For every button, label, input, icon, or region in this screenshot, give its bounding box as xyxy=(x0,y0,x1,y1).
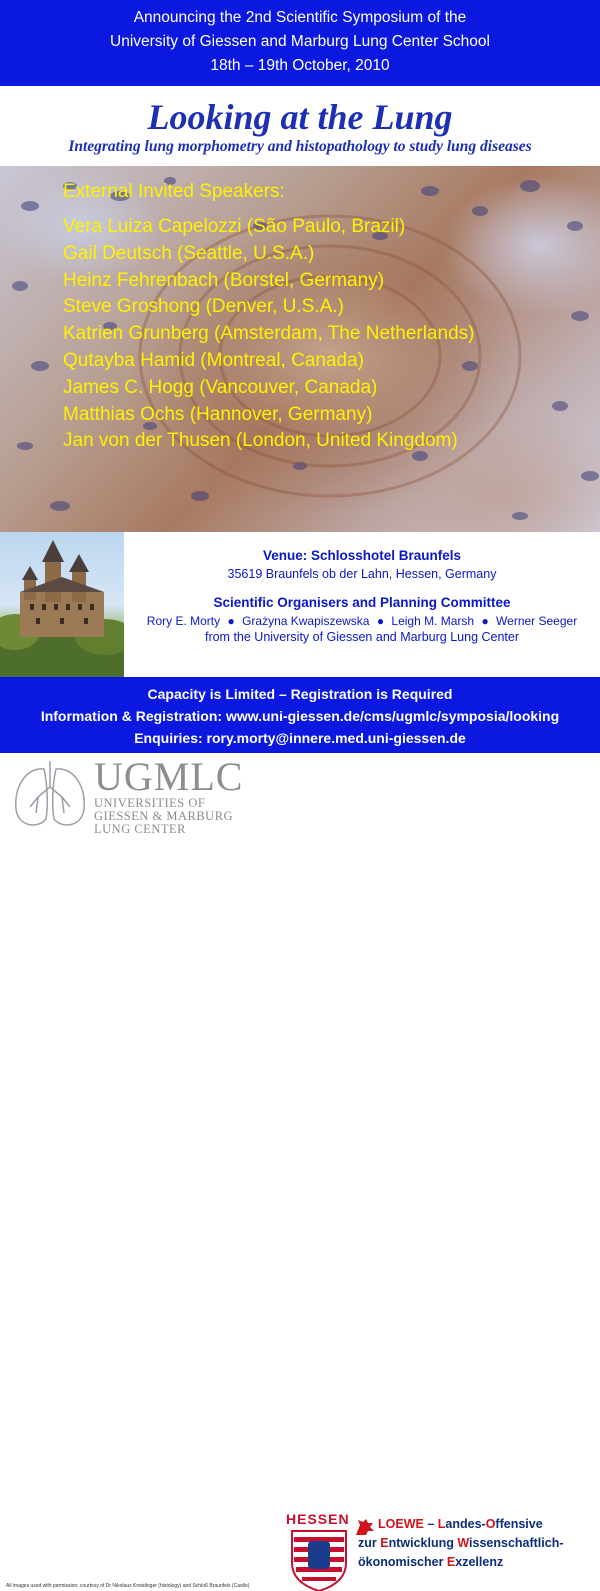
histology-background xyxy=(0,166,600,532)
announcement-line-1: Announcing the 2nd Scientific Symposium of the xyxy=(133,9,467,26)
capacity-notice: Capacity is Limited – Registration is Required xyxy=(147,686,453,702)
hessen-crest-icon xyxy=(286,1529,352,1591)
loewe-line-1 xyxy=(358,1515,564,1534)
announcement-line-2: University of Giessen and Marburg Lung Center School xyxy=(110,33,490,50)
ugmlc-line-2: GIESSEN & MARBURG xyxy=(94,809,234,823)
loewe-initial: E xyxy=(380,1536,389,1550)
castle-photo xyxy=(0,532,124,677)
ugmlc-line-3: LUNG CENTER xyxy=(94,822,186,836)
registration-banner xyxy=(0,677,600,753)
venue-section xyxy=(124,532,600,677)
organisers-title: Scientific Organisers and Planning Committee xyxy=(213,595,511,610)
ugmlc-acronym: UGMLC xyxy=(94,754,244,799)
page-title: Looking at the Lung xyxy=(147,97,453,137)
ugmlc-logo xyxy=(8,754,270,836)
organiser-name: Werner Seeger xyxy=(496,614,578,628)
speaker-item: Steve Groshong (Denver, U.S.A.) xyxy=(63,296,344,318)
ugmlc-line-1: UNIVERSITIES OF xyxy=(94,796,206,810)
enquiries-info: Enquiries: rory.morty@innere.med.uni-giessen.de xyxy=(134,730,466,746)
loewe-initial: O xyxy=(485,1517,496,1531)
ugmlc-wordmark xyxy=(94,754,244,836)
speaker-item: Vera Luiza Capelozzi (São Paulo, Brazil) xyxy=(63,216,406,237)
loewe-logo xyxy=(358,1515,564,1572)
loewe-text: issenschaftlich- xyxy=(469,1536,564,1550)
loewe-line-3 xyxy=(358,1553,564,1572)
organiser-name: Grażyna Kwapiszewska xyxy=(242,614,370,628)
speakers-heading: External Invited Speakers: xyxy=(63,181,285,202)
hessen-wordmark: HESSEN xyxy=(286,1511,350,1527)
lion-icon xyxy=(354,1517,376,1537)
title-block xyxy=(0,86,600,166)
organiser-name: Rory E. Morty xyxy=(146,614,221,628)
lungs-icon xyxy=(8,757,92,833)
loewe-word: LOEWE xyxy=(378,1517,424,1531)
venue-address: 35619 Braunfels ob der Lahn, Hessen, Germany xyxy=(227,567,497,581)
top-banner xyxy=(0,0,600,86)
logo-footer xyxy=(0,753,600,1589)
loewe-initial: E xyxy=(446,1555,456,1569)
image-credit: All images used with permission: courtesy of Dr Nikolaus Kneidinger (histology) and Schloß Braunfels (Castle) xyxy=(6,1583,250,1589)
speaker-item: James C. Hogg (Vancouver, Canada) xyxy=(63,376,378,398)
speaker-item: Matthias Ochs (Hannover, Germany) xyxy=(63,403,373,425)
loewe-text: ffensive xyxy=(495,1517,543,1531)
hessen-logo xyxy=(286,1511,356,1591)
announcement-date: 18th – 19th October, 2010 xyxy=(210,57,390,74)
speaker-item: Heinz Fehrenbach (Borstel, Germany) xyxy=(63,269,385,291)
organisers-affiliation: from the University of Giessen and Marburg Lung Center xyxy=(204,630,520,644)
speaker-list xyxy=(63,180,475,455)
bullet-icon: ● xyxy=(227,614,235,628)
loewe-text: andes- xyxy=(445,1517,486,1531)
speaker-item: Jan von der Thusen (London, United Kingdom) xyxy=(63,430,458,452)
loewe-text: ökonomischer xyxy=(358,1555,447,1569)
organisers-names xyxy=(124,614,600,628)
speaker-item: Katrien Grunberg (Amsterdam, The Netherlands) xyxy=(63,323,475,345)
speaker-item: Qutayba Hamid (Montreal, Canada) xyxy=(63,349,364,371)
loewe-dash: – xyxy=(423,1517,438,1531)
loewe-initial: L xyxy=(437,1517,446,1531)
speaker-item: Gail Deutsch (Seattle, U.S.A.) xyxy=(63,242,315,264)
loewe-text: ntwicklung xyxy=(388,1536,458,1550)
page-subtitle: Integrating lung morphometry and histopathology to study lung diseases xyxy=(68,138,532,155)
loewe-text: xzellenz xyxy=(455,1555,504,1569)
bullet-icon: ● xyxy=(481,614,489,628)
castle-image xyxy=(0,532,124,677)
loewe-line-2 xyxy=(358,1534,564,1553)
organiser-name: Leigh M. Marsh xyxy=(391,614,475,628)
registration-info: Information & Registration: www.uni-giessen.de/cms/ugmlc/symposia/looking xyxy=(40,708,560,724)
bullet-icon: ● xyxy=(376,614,385,628)
loewe-text: zur xyxy=(358,1536,381,1550)
loewe-initial: W xyxy=(457,1536,470,1550)
venue-title: Venue: Schlosshotel Braunfels xyxy=(262,548,462,563)
